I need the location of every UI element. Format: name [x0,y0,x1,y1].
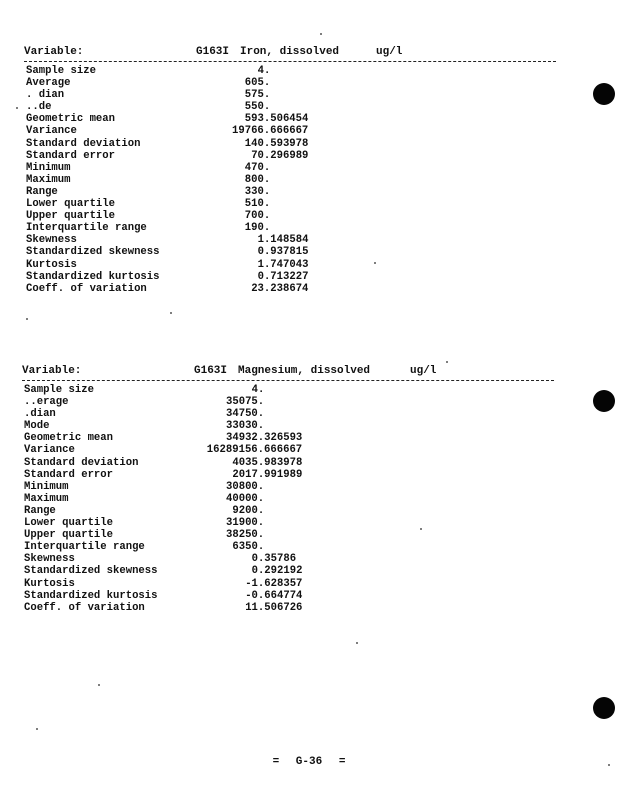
variable-code: G163I [196,46,230,58]
stat-row [22,578,554,590]
stat-row [22,469,554,481]
stat-value: 0.713227 [257,270,309,283]
stat-row [22,481,554,493]
stat-value: 30800. [226,480,265,493]
stat-value: 4. [251,384,265,396]
stat-label: Kurtosis [24,577,75,590]
stat-value: -1.628357 [245,577,303,590]
stat-label: ..erage [24,396,69,409]
scan-speck [420,528,422,530]
stat-row [22,565,554,577]
stat-label: Minimum [24,480,69,493]
page-footer [0,756,618,768]
stat-row [24,89,556,101]
stat-value: 0.937815 [257,246,309,259]
stat-value: 510. [244,198,271,211]
scan-speck [16,107,18,109]
stat-label: Upper quartile [26,210,116,223]
stat-value: 4. [257,65,271,77]
stat-row [22,541,554,553]
stats-table [24,65,556,295]
stat-value: 0.35786 [251,553,297,566]
stat-row [24,125,556,137]
stat-value: 11.506726 [245,601,303,614]
section-header [24,45,556,59]
stat-row [24,259,556,271]
footer-left-mark: = [272,756,280,768]
stat-row [24,77,556,89]
stat-value: 575. [244,89,271,102]
stat-label: Geometric mean [26,113,116,126]
stat-row [22,553,554,565]
stat-label: Lower quartile [24,517,114,530]
stat-label: Standard deviation [24,456,139,469]
stat-label: . dian [26,89,65,102]
stat-label: Kurtosis [26,258,77,271]
stat-label: Sample size [26,65,96,77]
stat-value: 800. [244,173,271,186]
stat-row [22,590,554,602]
stat-row [24,210,556,222]
scan-speck [170,312,172,314]
stat-row [24,198,556,210]
stat-row [22,384,554,396]
stat-row [24,283,556,295]
stat-value: 16289156.666667 [206,444,303,457]
stat-value: -0.664774 [245,589,303,602]
stat-value: 1.747043 [257,258,309,271]
stat-label: Minimum [26,161,71,174]
stat-value: 70.296989 [251,149,309,162]
stat-row [22,457,554,469]
stat-label: Lower quartile [26,198,116,211]
stat-row [24,271,556,283]
variable-unit: ug/l [376,46,403,58]
stat-value: 605. [244,77,271,90]
stat-row [24,150,556,162]
stat-row [22,408,554,420]
scan-speck [356,642,358,644]
scan-speck [26,318,28,320]
stat-value: 4035.983978 [232,456,303,469]
stat-value: 6350. [232,541,265,554]
scan-speck [374,262,376,264]
page-number: G-36 [295,756,323,768]
stat-label: Average [26,77,71,90]
scan-speck [446,361,448,363]
stat-label: Maximum [24,492,69,505]
stat-label: Standardized kurtosis [24,589,158,602]
scan-speck [36,728,38,730]
stat-value: 470. [244,161,271,174]
stat-label: Geometric mean [24,432,114,445]
stat-row [24,222,556,234]
stat-label: Interquartile range [26,222,147,235]
stat-label: Standardized skewness [24,565,158,578]
stat-row [22,420,554,432]
stat-value: 9200. [232,504,265,517]
stat-value: 1.148584 [257,234,309,247]
stat-label: Upper quartile [24,529,114,542]
stat-label: Skewness [24,553,75,566]
scan-speck [98,684,100,686]
stat-label: Standard error [24,468,114,481]
stat-label: Variance [24,444,75,457]
variable-unit: ug/l [410,365,437,377]
punch-hole-middle [593,390,615,412]
stat-row [24,186,556,198]
punch-hole-top [593,83,615,105]
scan-speck [320,33,322,35]
stat-label: Maximum [26,173,71,186]
stat-label: Standardized kurtosis [26,270,160,283]
variable-description: Iron, dissolved [240,46,340,58]
stat-row [22,444,554,456]
stat-value: 550. [244,101,271,114]
stat-value: 700. [244,210,271,223]
stat-value: 330. [244,185,271,198]
variable-label: Variable: [22,365,82,377]
stat-value: 34750. [226,408,265,421]
stat-label: Standard deviation [26,137,141,150]
stat-row [22,396,554,408]
variable-code: G163I [194,365,228,377]
dashed-divider [24,61,556,62]
stat-label: Range [24,504,56,517]
stat-row [24,174,556,186]
footer-right-mark: = [338,756,346,768]
stats-section-magnesium [22,364,554,614]
stat-label: Coeff. of variation [24,601,145,614]
stat-value: 140.593978 [244,137,309,150]
stat-label: Standard error [26,149,116,162]
stat-value: 0.292192 [251,565,303,578]
stats-section-iron [24,45,556,295]
stat-value: 34932.326593 [226,432,303,445]
dashed-divider [22,380,554,381]
stat-label: Range [26,185,58,198]
punch-hole-bottom [593,697,615,719]
stat-value: 33030. [226,420,265,433]
stat-label: Interquartile range [24,541,145,554]
stat-row [24,65,556,77]
stat-row [22,529,554,541]
stat-value: 38250. [226,529,265,542]
stat-row [24,234,556,246]
stat-value: 2017.991989 [232,468,303,481]
stat-value: 35075. [226,396,265,409]
stat-value: 23.238674 [251,282,309,295]
section-header [22,364,554,378]
stat-row [24,162,556,174]
stat-row [22,432,554,444]
stat-value: 40000. [226,492,265,505]
stat-label: Standardized skewness [26,246,160,259]
stat-row [22,602,554,614]
stat-value: 19766.666667 [232,125,309,138]
stat-row [22,517,554,529]
stat-value: 593.506454 [244,113,309,126]
stat-value: 190. [244,222,271,235]
stat-label: .dian [24,408,56,421]
stats-table [22,384,554,614]
stat-row [22,493,554,505]
stat-row [24,138,556,150]
stat-label: Sample size [24,384,94,396]
stat-label: Mode [24,420,50,433]
stat-value: 31900. [226,517,265,530]
stat-row [22,505,554,517]
stat-label: Variance [26,125,77,138]
stat-row [24,113,556,125]
stat-row [24,101,556,113]
variable-label: Variable: [24,46,84,58]
stat-row [24,246,556,258]
stat-label: Skewness [26,234,77,247]
stat-label: Coeff. of variation [26,282,147,295]
stat-label: ..de [26,101,52,114]
variable-description: Magnesium, dissolved [238,365,371,377]
